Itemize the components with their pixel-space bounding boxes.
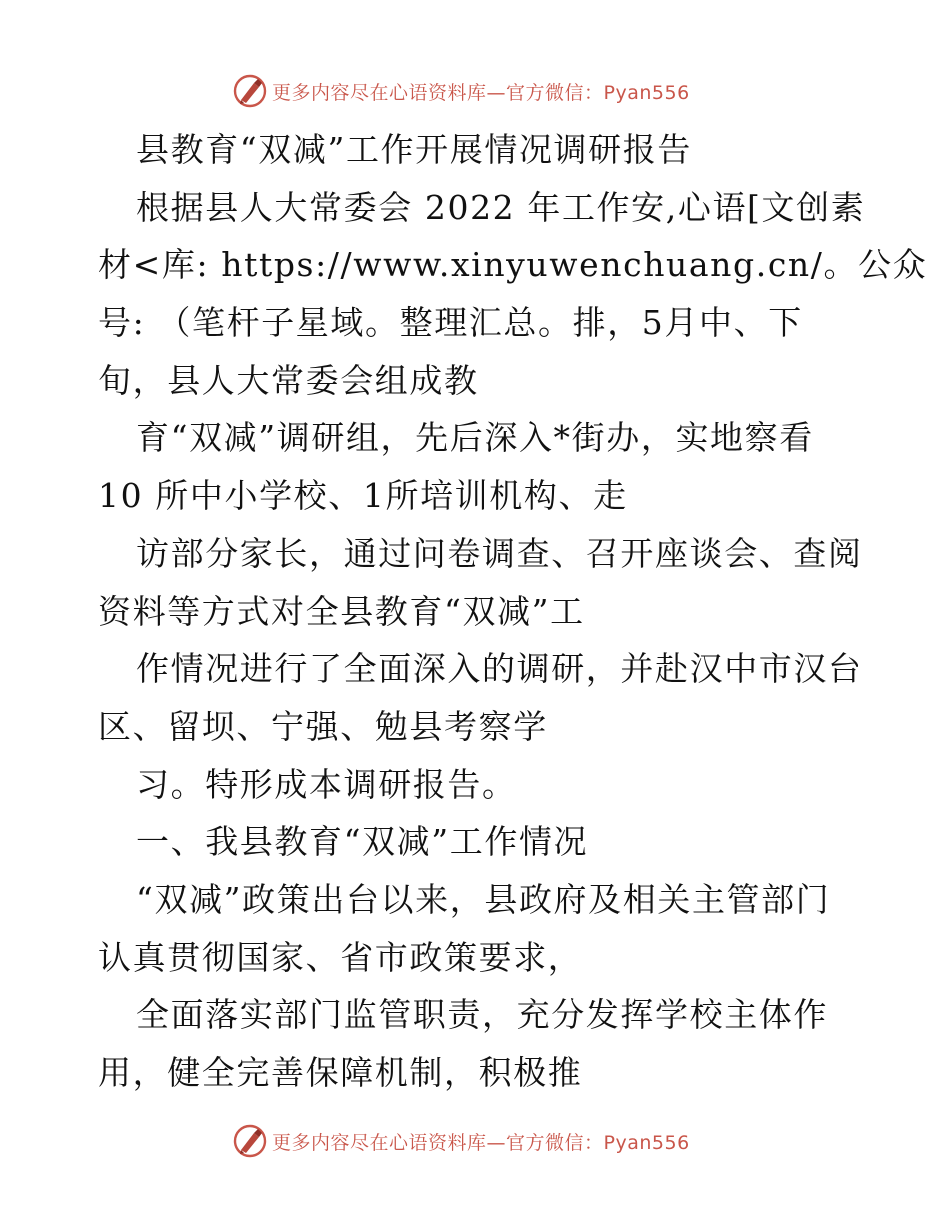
watermark-text: 更多内容尽在心语资料库—官方微信：Pyan556 (272, 1131, 690, 1154)
text-line: 区、留坝、宁强、勉县考察学 (98, 706, 548, 746)
text-line: 10 所中小学校、1所培训机构、走 (98, 476, 628, 516)
text-line: 访部分家长，通过问卷调查、召开座谈会、查阅 (136, 533, 863, 573)
pen-quill-logo-icon (232, 1123, 268, 1159)
watermark-text: 更多内容尽在心语资料库—官方微信：Pyan556 (272, 81, 690, 104)
text-line: 作情况进行了全面深入的调研，并赴汉中市汉台 (136, 649, 863, 689)
watermark-footer (232, 1121, 690, 1161)
watermark-header (232, 71, 690, 111)
text-line: 旬，县人大常委会组成教 (98, 360, 479, 400)
text-line: 资料等方式对全县教育“双减”工 (98, 591, 585, 631)
pen-quill-logo-icon (232, 73, 268, 109)
section-heading: 一、我县教育“双减”工作情况 (136, 822, 589, 862)
text-line: 用，健全完善保障机制，积极推 (98, 1053, 583, 1092)
document-body (98, 121, 928, 1102)
text-line: 号: （笔杆子星域。整理汇总。排，5月中、下 (98, 303, 803, 343)
text-line: “双减”政策出台以来，县政府及相关主管部门 (136, 879, 831, 919)
text-line: 材<库: https://www.xinyuwenchuang.cn/。公众 (98, 245, 928, 285)
document-title: 县教育“双减”工作开展情况调研报告 (136, 130, 692, 169)
text-line: 全面落实部门监管职责，充分发挥学校主体作 (136, 995, 828, 1035)
text-line: 根据县人大常委会 2022 年工作安,心语[文创素 (136, 187, 866, 227)
text-line: 认真贯彻国家、省市政策要求， (98, 937, 583, 977)
text-line: 育“双减”调研组，先后深入*街办，实地察看 (136, 418, 814, 458)
text-line: 习。特形成本调研报告。 (136, 764, 517, 804)
